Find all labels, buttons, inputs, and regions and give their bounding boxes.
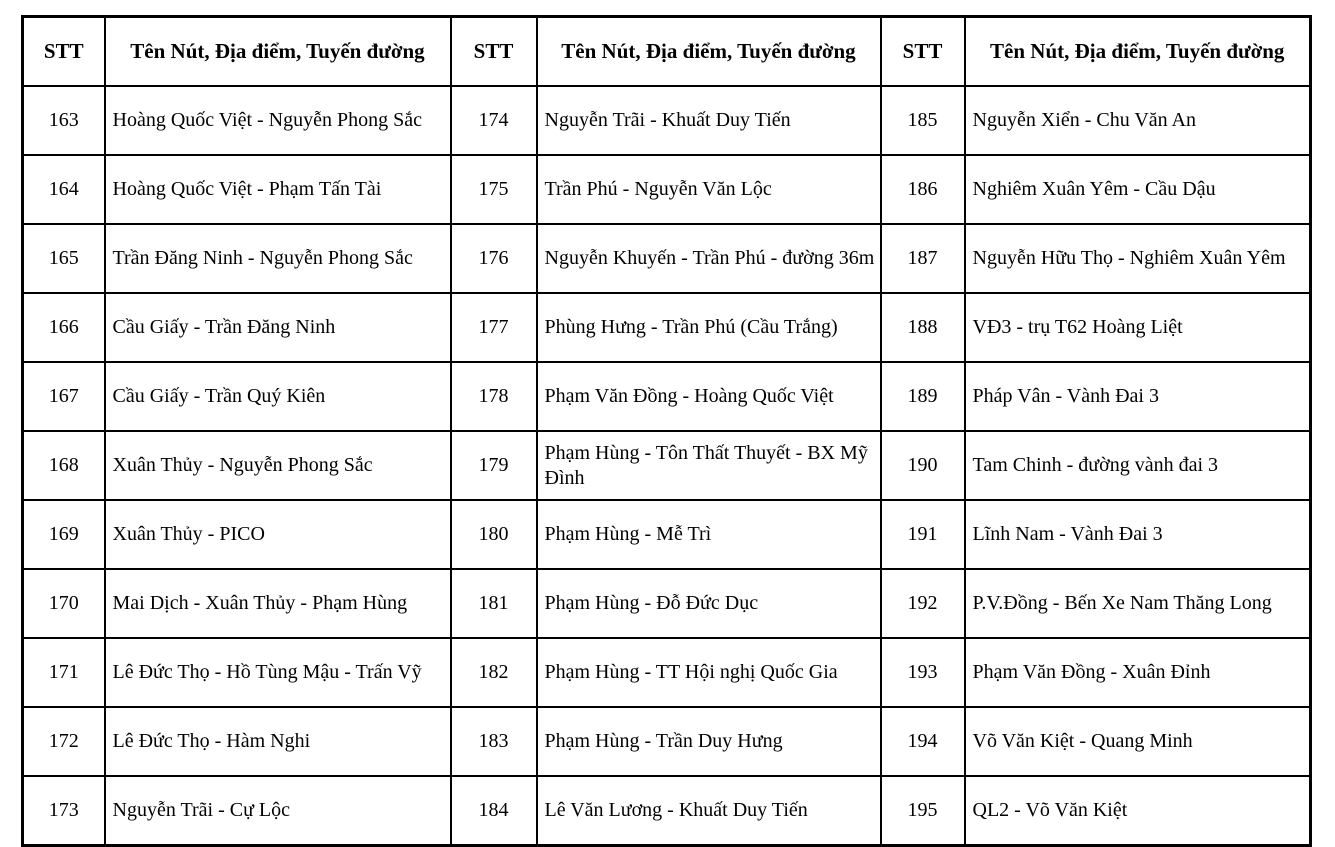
route-cell: QL2 - Võ Văn Kiệt	[965, 776, 1311, 846]
table-row	[23, 224, 1311, 293]
route-cell: Phùng Hưng - Trần Phú (Cầu Trắng)	[537, 293, 881, 362]
stt-cell: 175	[451, 155, 537, 224]
stt-cell: 194	[881, 707, 965, 776]
table-row	[23, 707, 1311, 776]
route-cell: Trần Phú - Nguyễn Văn Lộc	[537, 155, 881, 224]
route-cell: Hoàng Quốc Việt - Nguyễn Phong Sắc	[105, 86, 451, 155]
route-cell: Lê Đức Thọ - Hàm Nghi	[105, 707, 451, 776]
stt-cell: 168	[23, 431, 105, 500]
route-cell: Phạm Hùng - TT Hội nghị Quốc Gia	[537, 638, 881, 707]
route-cell: Cầu Giấy - Trần Quý Kiên	[105, 362, 451, 431]
stt-cell: 191	[881, 500, 965, 569]
table-row	[23, 155, 1311, 224]
table-row	[23, 500, 1311, 569]
stt-cell: 187	[881, 224, 965, 293]
stt-cell: 178	[451, 362, 537, 431]
table-row	[23, 776, 1311, 846]
stt-cell: 188	[881, 293, 965, 362]
stt-cell: 184	[451, 776, 537, 846]
stt-cell: 163	[23, 86, 105, 155]
route-cell: Hoàng Quốc Việt - Phạm Tấn Tài	[105, 155, 451, 224]
stt-cell: 174	[451, 86, 537, 155]
route-cell: Phạm Hùng - Tôn Thất Thuyết - BX Mỹ Đình	[537, 431, 881, 500]
stt-header: STT	[881, 17, 965, 87]
route-cell: Phạm Hùng - Trần Duy Hưng	[537, 707, 881, 776]
table-row	[23, 86, 1311, 155]
route-cell: Nguyễn Trãi - Cự Lộc	[105, 776, 451, 846]
route-cell: VĐ3 - trụ T62 Hoàng Liệt	[965, 293, 1311, 362]
stt-cell: 183	[451, 707, 537, 776]
header-row	[23, 17, 1311, 87]
route-cell: Xuân Thủy - PICO	[105, 500, 451, 569]
stt-cell: 181	[451, 569, 537, 638]
stt-cell: 170	[23, 569, 105, 638]
stt-cell: 166	[23, 293, 105, 362]
route-cell: Võ Văn Kiệt - Quang Minh	[965, 707, 1311, 776]
route-cell: Tam Chinh - đường vành đai 3	[965, 431, 1311, 500]
stt-cell: 167	[23, 362, 105, 431]
stt-cell: 185	[881, 86, 965, 155]
table-row	[23, 569, 1311, 638]
route-header: Tên Nút, Địa điểm, Tuyến đường	[537, 17, 881, 87]
stt-cell: 193	[881, 638, 965, 707]
route-cell: Phạm Văn Đồng - Hoàng Quốc Việt	[537, 362, 881, 431]
table-row	[23, 362, 1311, 431]
route-cell: Nguyễn Khuyến - Trần Phú - đường 36m	[537, 224, 881, 293]
stt-cell: 165	[23, 224, 105, 293]
route-cell: Phạm Hùng - Mễ Trì	[537, 500, 881, 569]
stt-header: STT	[23, 17, 105, 87]
route-cell: Lê Văn Lương - Khuất Duy Tiến	[537, 776, 881, 846]
stt-cell: 182	[451, 638, 537, 707]
route-header: Tên Nút, Địa điểm, Tuyến đường	[105, 17, 451, 87]
route-cell: Nghiêm Xuân Yêm - Cầu Dậu	[965, 155, 1311, 224]
route-cell: Lĩnh Nam - Vành Đai 3	[965, 500, 1311, 569]
route-cell: Nguyễn Trãi - Khuất Duy Tiến	[537, 86, 881, 155]
intersection-list-table	[21, 15, 1312, 847]
stt-cell: 186	[881, 155, 965, 224]
stt-cell: 195	[881, 776, 965, 846]
stt-cell: 179	[451, 431, 537, 500]
table-row	[23, 638, 1311, 707]
route-cell: Nguyễn Xiển - Chu Văn An	[965, 86, 1311, 155]
route-cell: P.V.Đồng - Bến Xe Nam Thăng Long	[965, 569, 1311, 638]
stt-cell: 180	[451, 500, 537, 569]
stt-header: STT	[451, 17, 537, 87]
stt-cell: 169	[23, 500, 105, 569]
table-row	[23, 293, 1311, 362]
stt-cell: 176	[451, 224, 537, 293]
route-cell: Lê Đức Thọ - Hồ Tùng Mậu - Trấn Vỹ	[105, 638, 451, 707]
route-cell: Nguyễn Hữu Thọ - Nghiêm Xuân Yêm	[965, 224, 1311, 293]
table-row	[23, 431, 1311, 500]
route-cell: Trần Đăng Ninh - Nguyễn Phong Sắc	[105, 224, 451, 293]
route-header: Tên Nút, Địa điểm, Tuyến đường	[965, 17, 1311, 87]
stt-cell: 173	[23, 776, 105, 846]
route-cell: Phạm Hùng - Đỗ Đức Dục	[537, 569, 881, 638]
route-cell: Mai Dịch - Xuân Thủy - Phạm Hùng	[105, 569, 451, 638]
route-cell: Phạm Văn Đồng - Xuân Đỉnh	[965, 638, 1311, 707]
route-cell: Pháp Vân - Vành Đai 3	[965, 362, 1311, 431]
stt-cell: 190	[881, 431, 965, 500]
stt-cell: 172	[23, 707, 105, 776]
stt-cell: 171	[23, 638, 105, 707]
stt-cell: 192	[881, 569, 965, 638]
route-cell: Cầu Giấy - Trần Đăng Ninh	[105, 293, 451, 362]
stt-cell: 164	[23, 155, 105, 224]
route-cell: Xuân Thủy - Nguyễn Phong Sắc	[105, 431, 451, 500]
stt-cell: 189	[881, 362, 965, 431]
stt-cell: 177	[451, 293, 537, 362]
